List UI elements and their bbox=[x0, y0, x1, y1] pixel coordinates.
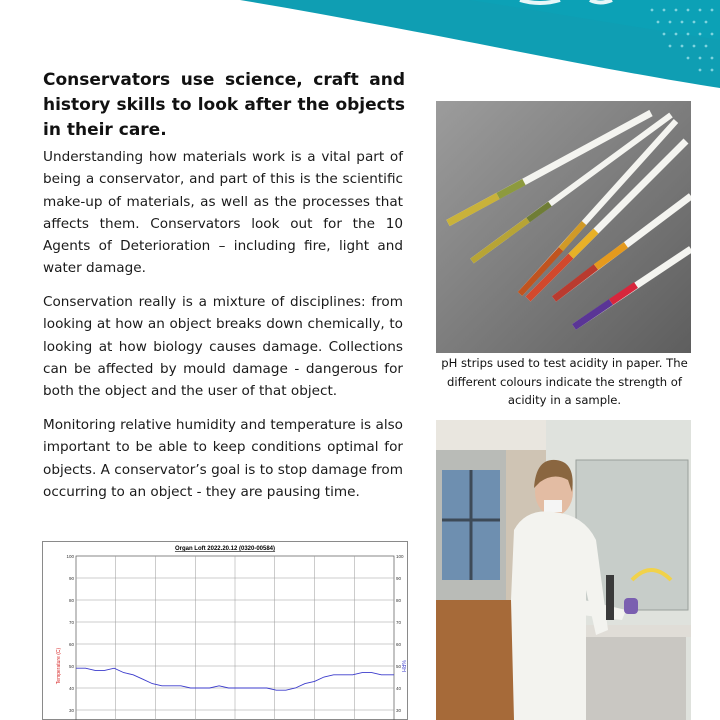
tick-label: 90 bbox=[68, 575, 74, 581]
paragraph-monitoring: Monitoring relative humidity and temperature is also important to be able to keep conditions optimal for objects. A conservator’s goal is to stop damage from occurring to an object - they are pausing time. bbox=[43, 417, 403, 500]
ph-strips-photo bbox=[436, 101, 691, 353]
tick-label: 70 bbox=[396, 619, 402, 625]
paragraph-disciplines: Conservation really is a mixture of disciplines: from looking at how an object breaks down chemically, to looking at how biology causes damage. Collections can be affected by mould damage - dangerous for both the object and the user of that object. bbox=[43, 294, 403, 400]
tick-label: 30 bbox=[396, 707, 402, 713]
ph-strips-caption: pH strips used to test acidity in paper. The different colours indicate the strength of acidity in a sample. bbox=[441, 356, 688, 407]
tick-label: 30 bbox=[68, 707, 74, 713]
chart-frame bbox=[43, 542, 408, 720]
tick-label: 100 bbox=[396, 553, 404, 559]
tick-label: 40 bbox=[396, 685, 402, 691]
paragraph-materials: Understanding how materials work is a vital part of being a conservator, and part of this is the scientific make-up of materials, as well as the processes that affects them. Conservators look out for the 10 Agents of Deterioration – including fire, light and water damage. bbox=[43, 149, 403, 277]
tick-label: 40 bbox=[68, 685, 74, 691]
tick-label: 60 bbox=[68, 641, 74, 647]
tick-label: 70 bbox=[68, 619, 74, 625]
right-axis-label: %RH bbox=[400, 660, 406, 672]
conservator-lab-photo bbox=[436, 420, 691, 720]
tick-label: 100 bbox=[66, 553, 74, 559]
tick-label: 80 bbox=[68, 597, 74, 603]
tick-label: 90 bbox=[396, 575, 402, 581]
headline: Conservators use science, craft and history skills to look after the objects in their care. bbox=[43, 70, 405, 140]
tick-label: 60 bbox=[396, 641, 402, 647]
left-axis-label: Temperature (C) bbox=[56, 647, 62, 685]
temperature-humidity-chart bbox=[42, 541, 408, 720]
tick-label: 50 bbox=[68, 663, 74, 669]
chart-title: Organ Loft 2022.20.12 (0320-00584) bbox=[174, 546, 276, 552]
tick-label: 50 bbox=[396, 663, 402, 669]
tick-label: 80 bbox=[396, 597, 402, 603]
